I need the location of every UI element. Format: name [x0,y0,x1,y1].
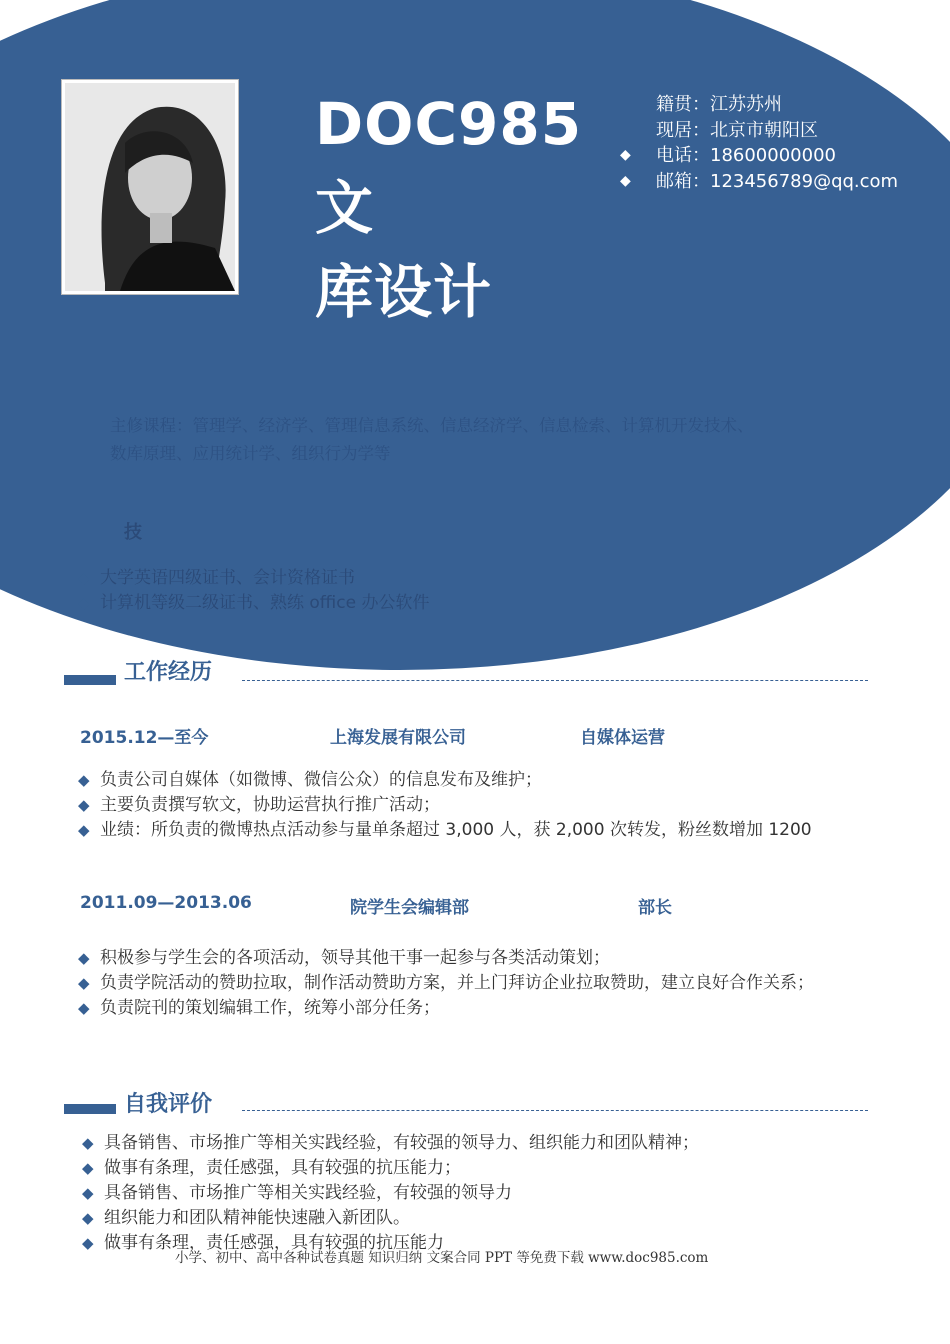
list-item: ◆ 负责公司自媒体（如微博、微信公众）的信息发布及维护； [78,768,878,793]
resume-name [315,82,655,334]
job-period: 2011.09—2013.06 [80,893,252,913]
diamond-bullet-icon: ◆ [78,796,90,814]
job-duties-list [78,946,908,1021]
diamond-bullet-icon: ◆ [82,1159,94,1177]
info-row-residence [620,118,898,144]
residence-text: 现居：北京市朝阳区 [656,119,818,141]
section-title-work: 工作经历 [124,660,213,685]
diamond-bullet-icon: ◆ [78,974,90,992]
diamond-bullet-icon: ◆ [78,949,90,967]
name-line-1: DOC985 文 [315,90,583,242]
list-item: ◆ 做事有条理，责任感强，具有较强的抗压能力 [82,1231,882,1256]
list-item: ◆ 负责学院活动的赞助拉取，制作活动赞助方案，并上门拜访企业拉取赞助，建立良好合作关系； [78,971,908,996]
diamond-bullet-icon: ◆ [620,147,631,163]
section-bar-skills [64,530,116,540]
info-row-email [620,169,898,195]
bullet-icon [620,118,656,144]
list-item: ◆ 主要负责撰写软文，协助运营执行推广活动； [78,793,878,818]
section-divider-self-eval [242,1110,868,1111]
diamond-bullet-icon: ◆ [82,1209,94,1227]
course-line-2: 数库原理、应用统计学、组织行为学等 [110,444,391,463]
list-item: ◆ 具备销售、市场推广等相关实践经验，有较强的领导力、组织能力和团队精神； [82,1131,882,1156]
diamond-bullet-icon: ◆ [82,1134,94,1152]
skills-list [78,566,429,616]
diamond-bullet-icon: ◆ [78,999,90,1017]
bullet-icon [620,92,656,118]
job-duties-list [78,768,878,843]
list-item: ◆ 积极参与学生会的各项活动，领导其他干事一起参与各类活动策划； [78,946,908,971]
list-item: ◆ 具备销售、市场推广等相关实践经验，有较强的领导力 [82,1181,882,1206]
list-item: ◆ 大学英语四级证书、会计资格证书 [78,566,429,591]
section-bar-self-eval [64,1104,116,1114]
list-item: ◆ 负责院刊的策划编辑工作，统筹小部分任务； [78,996,908,1021]
email-text: 邮箱：123456789@qq.com [656,170,899,192]
section-divider-work [242,680,868,681]
list-item: ◆ 业绩：所负责的微博热点活动参与量单条超过 3,000 人，获 2,000 次转发，粉丝数增加 1200 [78,818,878,843]
phone-text: 电话：18600000000 [656,145,836,166]
info-row-hometown [620,92,898,118]
diamond-bullet-icon: ◆ [82,1184,94,1202]
section-title-self-eval: 自我评价 [124,1092,213,1117]
diamond-bullet-icon: ◆ [82,1234,94,1252]
diamond-bullet-icon: ◆ [620,172,631,189]
diamond-bullet-icon: ◆ [78,771,90,789]
section-title-skills: 技 [124,522,142,543]
profile-photo [62,80,238,294]
footer-watermark: 小学、初中、高中各种试卷真题 知识归纳 文案合同 PPT 等免费下载 www.doc985.com [175,1250,709,1266]
job-role: 部长 [638,898,672,918]
course-line-1: 主修课程：管理学、经济学、管理信息系统、信息经济学、信息检索、计算机开发技术、 [110,416,754,435]
job-company: 上海发展有限公司 [330,728,466,748]
course-list [110,412,870,468]
list-item: ◆ 组织能力和团队精神能快速融入新团队。 [82,1206,882,1231]
job-company: 院学生会编辑部 [350,898,469,918]
list-item: ◆ 做事有条理，责任感强，具有较强的抗压能力； [82,1156,882,1181]
diamond-bullet-icon: ◆ [78,594,90,612]
list-item: ◆ 计算机等级二级证书、熟练 office 办公软件 [78,591,429,616]
name-line-2: 库设计 [315,258,493,326]
hometown-text: 籍贯：江苏苏州 [656,94,782,115]
info-row-phone [620,143,898,169]
job-period: 2015.12—至今 [80,728,209,748]
contact-info [620,92,898,194]
diamond-bullet-icon: ◆ [78,569,90,587]
diamond-bullet-icon: ◆ [78,821,90,839]
self-eval-list [82,1131,882,1256]
job-role: 自媒体运营 [580,728,665,748]
section-bar-work [64,675,116,685]
